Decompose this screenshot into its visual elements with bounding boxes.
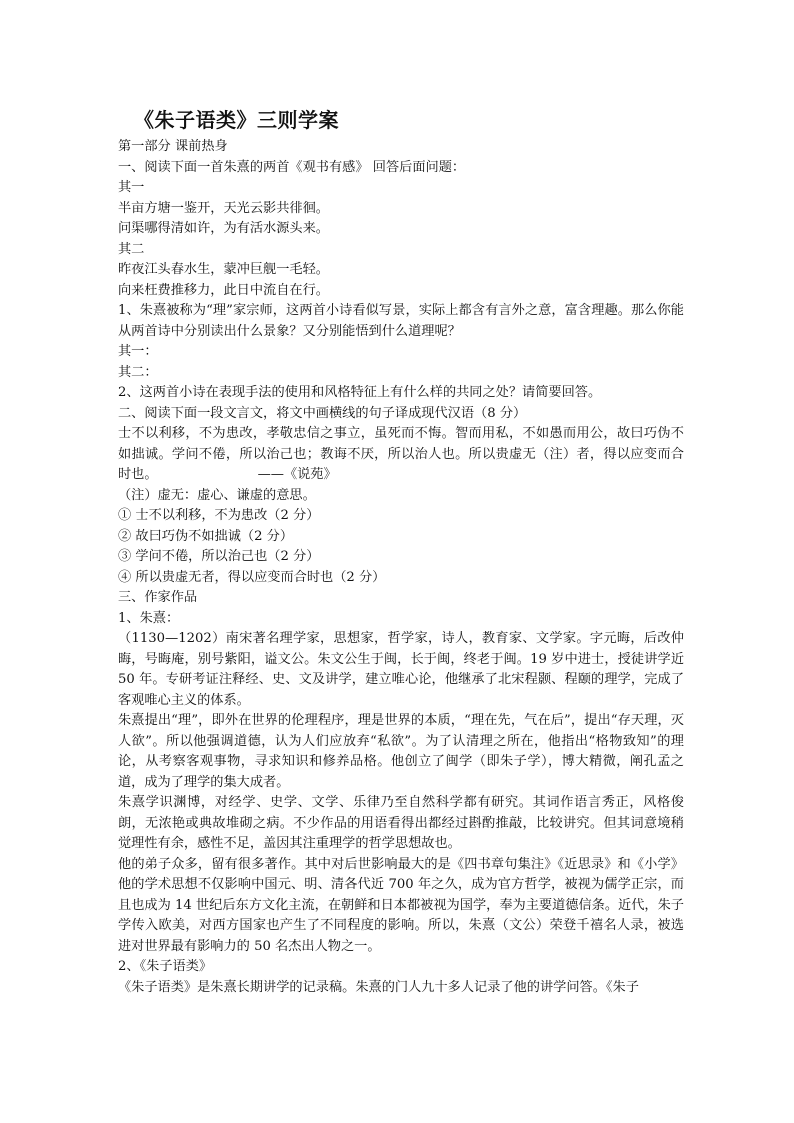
bio-paragraph: 他的弟子众多，留有很多著作。其中对后世影响最大的是《四书章句集注》《近思录》和《小学》 他的学术思想不仅影响中国元、明、清各代近 700 年之久，成为官方哲学，被视为儒学正宗，而且也成为 14 世纪后东方文化主流，在朝鲜和日本都被视为国学，奉为主要道德信条。近代，朱子学传入欧美，对西方国家也产生了不同程度的影响。所以，朱熹（文公）荣登千禧名人录，被选进对世界最有影响力的 50 名杰出人物之一。: [118, 856, 684, 954]
question-heading: 二、阅读下面一段文言文，将文中画横线的句子译成现代汉语（8 分）: [118, 405, 527, 421]
poem-line: 问渠哪得清如许，为有活水源头来。: [118, 221, 329, 236]
section-heading: 三、作家作品: [118, 590, 198, 605]
translation-item: ② 故曰巧伪不如拙诚（2 分）: [118, 528, 294, 544]
translation-item: ① 士不以利移，不为患改（2 分）: [118, 508, 320, 523]
section-heading: 第一部分 课前热身: [118, 139, 228, 154]
poem-label: 其一: [118, 180, 145, 195]
poem-line: 向来枉费推移力，此日中流自在行。: [118, 282, 329, 298]
bio-paragraph: 朱熹提出“理”，即外在世界的伦理程序，理是世界的本质，“理在先，气在后”，提出“存天理，灭人欲”。所以他强调道德，认为人们应放弃“私欲”。为了认清理之所在，他指出“格物致知”的理论，从考察客观事物，寻求知识和修养品格。他创立了闽学（即朱子学），博大精微，阐孔孟之道，成为了理学的集大成者。: [118, 713, 684, 790]
bio-paragraph: （1130—1202）南宋著名理学家，思想家，哲学家，诗人，教育家、文学家。字元晦，后改仲晦，号晦庵，别号紫阳，谥文公。朱文公生于闽，长于闽，终老于闽。19 岁中进士，授徒讲学近 50 年。专研考证注释经、史、文及讲学，建立唯心论，他继承了北宋程颢、程颐的理学，完成了客观唯心主义的体系。: [118, 631, 684, 708]
intro-paragraph: 《朱子语类》是朱熹长期讲学的记录稿。朱熹的门人九十多人记录了他的讲学问答。《朱子: [118, 979, 639, 995]
passage-source: ——《说苑》: [257, 467, 337, 482]
poem-line: 半亩方塘一鉴开，天光云影共徘徊。: [118, 200, 329, 216]
question-text: 2、这两首小诗在表现手法的使用和风格特征上有什么样的共同之处？请简要回答。: [118, 385, 602, 400]
answer-label: 其一：: [118, 344, 158, 359]
subsection-heading: 2、《朱子语类》: [118, 959, 213, 974]
passage-note: （注）虚无：虚心、谦虚的意思。: [118, 487, 316, 503]
bio-paragraph: 朱熹学识渊博，对经学、史学、文学、乐律乃至自然科学都有研究。其词作语言秀正，风格俊朗，无浓艳或典故堆砌之病。不少作品的用语看得出都经过斟酌推敲，比较讲究。但其词意境稍觉理性有余，感性不足，盖因其注重理学的哲学思想故也。: [118, 795, 684, 851]
document-body: [118, 137, 684, 998]
poem-line: 昨夜江头春水生，蒙冲巨舰一毛轻。: [118, 262, 329, 277]
answer-label: 其二：: [118, 364, 158, 380]
passage-text: 士不以利移，不为患改，孝敬忠信之事立，虽死而不悔。智而用私，不如愚而用公，故曰巧伪不如拙诚。学问不倦，所以治己也；教诲不厌，所以治人也。所以贵虚无（注）者，得以应变而合时也。: [118, 426, 684, 482]
translation-item: ④ 所以贵虚无者，得以应变而合时也（2 分）: [118, 569, 386, 585]
subsection-heading: 1、朱熹：: [118, 610, 180, 626]
question-text: 1、朱熹被称为“理”家宗师，这两首小诗看似写景，实际上都含有言外之意，富含理趣。那么你能从两首诗中分别读出什么景象？又分别能悟到什么道理呢？: [118, 303, 684, 339]
question-heading: 一、阅读下面一首朱熹的两首《观书有感》 回答后面问题：: [118, 159, 466, 175]
document-title: 《朱子语类》三则学案: [134, 108, 339, 132]
translation-item: ③ 学问不倦，所以治己也（2 分）: [118, 549, 320, 564]
classical-passage: [118, 424, 684, 486]
poem-label: 其二: [118, 241, 145, 257]
